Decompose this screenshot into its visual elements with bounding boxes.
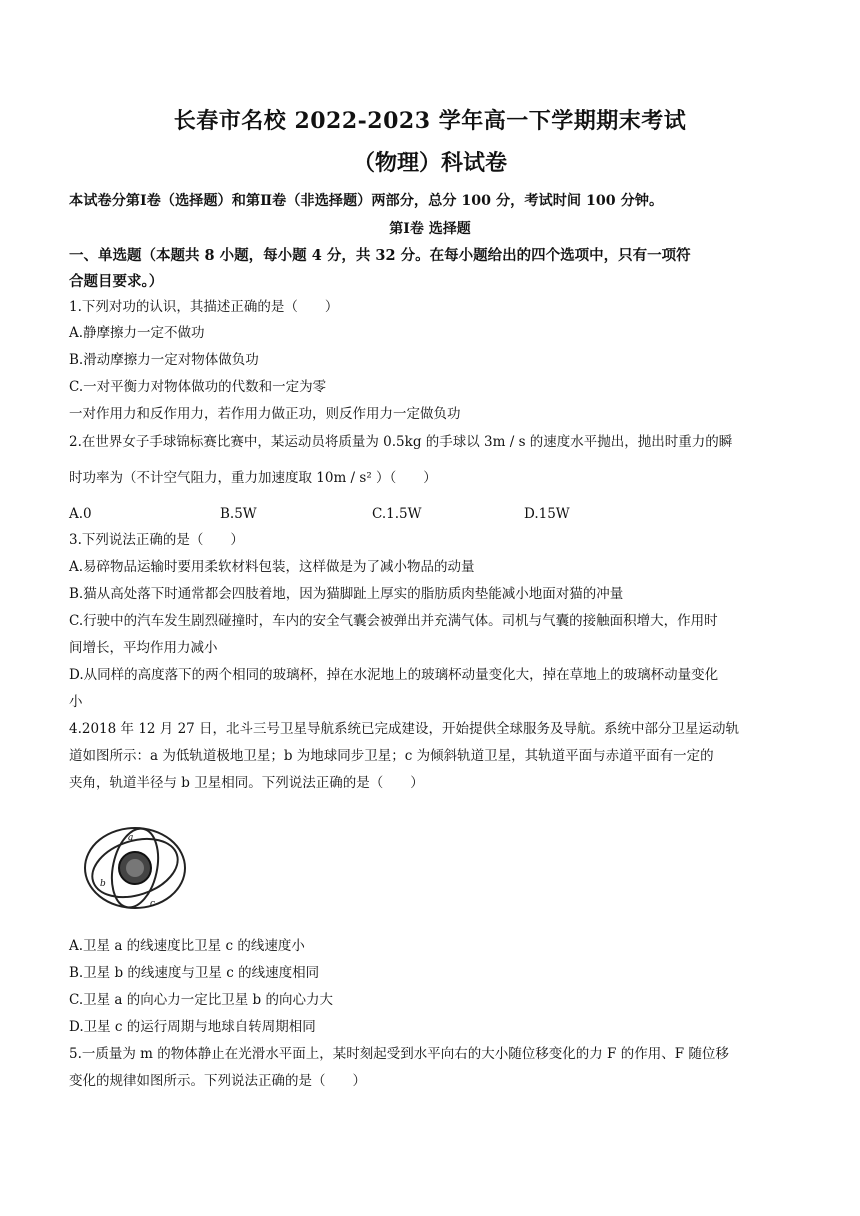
q2-option-d: D.15W <box>524 506 570 522</box>
q1-option-a: A.静摩擦力一定不做功 <box>69 325 205 341</box>
q3-option-c-line2: 间增长，平均作用力减小 <box>69 640 218 656</box>
part1-title: 第Ⅰ卷 选择题 <box>389 221 471 237</box>
orbit-label-a: a <box>128 833 134 843</box>
q3-option-d-line2: 小 <box>69 694 83 710</box>
q2-stem-line2: 时功率为（不计空气阻力，重力加速度取 10m / s² ）（ ） <box>69 470 437 486</box>
q2-option-a: A.0 <box>69 506 92 522</box>
q4-option-d: D.卫星 c 的运行周期与地球自转周期相同 <box>69 1019 316 1035</box>
q3-stem: 3.下列说法正确的是（ ） <box>69 532 244 548</box>
q5-stem-line2: 变化的规律如图所示。下列说法正确的是（ ） <box>69 1073 366 1089</box>
q2-option-c: C.1.5W <box>372 506 422 522</box>
q4-stem-line3: 夹角，轨道半径与 b 卫星相同。下列说法正确的是（ ） <box>69 775 424 791</box>
q3-option-d-line1: D.从同样的高度落下的两个相同的玻璃杯，掉在水泥地上的玻璃杯动量变化大，掉在草地上的玻璃杯动量变化 <box>69 667 719 683</box>
q3-option-b: B.猫从高处落下时通常都会四肢着地，因为猫脚趾上厚实的脂肪质肉垫能减小地面对猫的冲量 <box>69 586 624 602</box>
q4-stem-line1: 4.2018 年 12 月 27 日，北斗三号卫星导航系统已完成建设，开始提供全球服务及导航。系统中部分卫星运动轨 <box>69 721 740 737</box>
q4-stem-line2: 道如图所示：a 为低轨道极地卫星；b 为地球同步卫星；c 为倾斜轨道卫星，其轨道平面与赤道平面有一定的 <box>69 748 714 764</box>
q1-option-d: 一对作用力和反作用力，若作用力做正功，则反作用力一定做负功 <box>69 406 461 422</box>
section1-heading-line2: 合题目要求。） <box>69 273 164 290</box>
orbit-label-c: c <box>150 899 156 909</box>
q4-option-c: C.卫星 a 的向心力一定比卫星 b 的向心力大 <box>69 992 333 1008</box>
section1-heading-line1: 一、单选题（本题共 8 小题，每小题 4 分，共 32 分。在每小题给出的四个选项中，只有一项符 <box>69 247 691 264</box>
exam-title: 长春市名校 2022-2023 学年高一下学期期末考试 <box>173 108 687 134</box>
q1-option-b: B.滑动摩擦力一定对物体做负功 <box>69 352 259 368</box>
satellite-orbit-diagram <box>82 822 188 914</box>
orbit-label-b: b <box>100 879 106 889</box>
exam-intro: 本试卷分第Ⅰ卷（选择题）和第Ⅱ卷（非选择题）两部分，总分 100 分，考试时间 100 分钟。 <box>69 193 664 209</box>
q4-option-a: A.卫星 a 的线速度比卫星 c 的线速度小 <box>69 938 305 954</box>
q1-option-c: C.一对平衡力对物体做功的代数和一定为零 <box>69 379 327 395</box>
exam-subtitle: （物理）科试卷 <box>352 150 507 176</box>
earth-core <box>126 859 144 877</box>
q3-option-a: A.易碎物品运输时要用柔软材料包装，这样做是为了减小物品的动量 <box>69 559 475 575</box>
q5-stem-line1: 5.一质量为 m 的物体静止在光滑水平面上，某时刻起受到水平向右的大小随位移变化的力 F 的作用、F 随位移 <box>69 1046 729 1062</box>
q3-option-c-line1: C.行驶中的汽车发生剧烈碰撞时，车内的安全气囊会被弹出并充满气体。司机与气囊的接触面积增大，作用时 <box>69 613 718 629</box>
q4-option-b: B.卫星 b 的线速度与卫星 c 的线速度相同 <box>69 965 320 981</box>
q2-stem-line1: 2.在世界女子手球锦标赛比赛中，某运动员将质量为 0.5kg 的手球以 3m / s 的速度水平抛出，抛出时重力的瞬 <box>69 434 733 450</box>
q1-stem: 1.下列对功的认识，其描述正确的是（ ） <box>69 299 339 315</box>
q2-option-b: B.5W <box>220 506 257 522</box>
